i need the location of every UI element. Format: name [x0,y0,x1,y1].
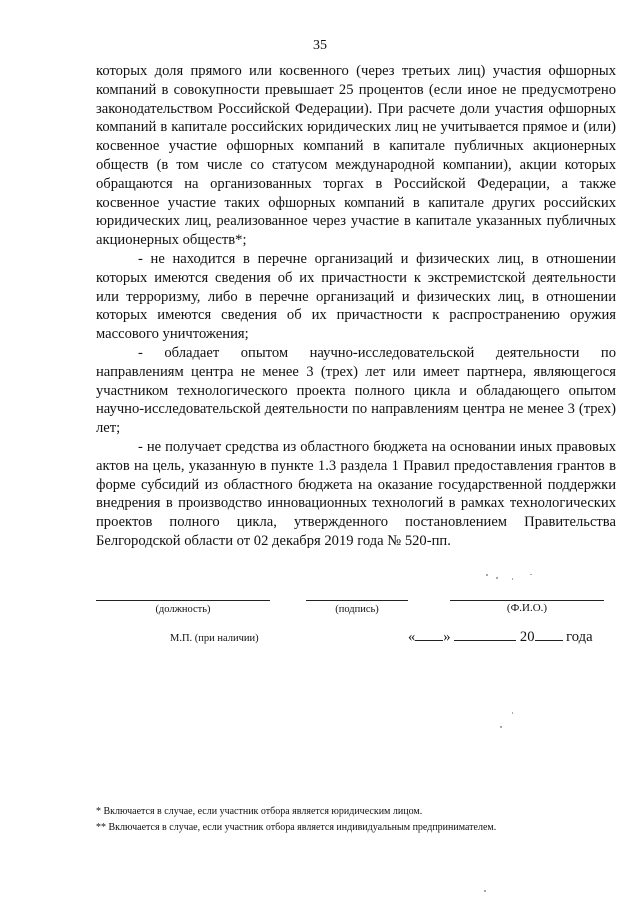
scan-speck [500,726,502,728]
paragraph-extremism: - не находится в перечне организаций и физических лиц, в отношении которых имеются сведения об их причастности к экстремистской деятельности или терроризму, либо в перечне организаций и физических лиц, в отношении которых имеются сведения об их причастности к распространению оружия массового уничтожения; [96,250,616,343]
scan-speck [512,578,513,580]
year-suffix: года [566,629,593,645]
page-number: 35 [313,38,327,53]
scan-speck [512,712,513,714]
year-prefix: 20 [519,629,535,645]
year-blank [535,628,563,641]
position-caption: (должность) [155,604,211,615]
day-blank [415,628,443,641]
date-line [408,628,593,646]
footnote-entrepreneur: ** Включается в случае, если участник отбора является индивидуальным предпринимателем. [96,822,497,833]
month-blank [454,628,516,641]
stamp-label: М.П. (при наличии) [170,633,259,644]
date-close-quote: » [443,629,451,645]
paragraph-offshore: которых доля прямого или косвенного (через третьих лиц) участия офшорных компаний в совокупности превышает 25 процентов (если иное не предусмотрено законодательством Российской Федерации). При расчете доли участия офшорных компаний в капитале российских юридических лиц не учитывается прямое и (или) косвенное участие офшорных компаний в капитале публичных акционерных обществ (в том числе со статусом международной компании), акции которых обращаются на организованных торгах в Российской Федерации, а также косвенное участие таких офшорных компаний в капитале других российских юридических лиц, реализованное через участие в капитале указанных публичных акционерных обществ*; [96,63,616,249]
date-open-quote: « [408,629,416,645]
scan-speck [496,577,498,579]
name-caption: (Ф.И.О.) [506,602,548,614]
position-line [96,600,270,601]
signature-line [306,600,408,601]
paragraph-budget: - не получает средства из областного бюджета на основании иных правовых актов на цель, указанную в пункте 1.3 раздела 1 Правил предоставления грантов в форме субсидий из областного бюджета на оказание государственной поддержки внедрения в производство инновационных технологий в рамках технологических проектов полного цикла, утвержденного постановлением Правительства Белгородской области от 02 декабря 2019 года № 520-пп. [96,438,616,549]
scan-speck [486,574,488,576]
footnote-legal-entity: * Включается в случае, если участник отбора является юридическим лицом. [96,806,423,817]
main-text [96,62,616,551]
paragraph-experience: - обладает опытом научно-исследовательской деятельности по направлениям центра не менее 3 (трех) лет или имеет партнера, являющегося участником технологического проекта полного цикла и обладающего опытом научно-исследовательской деятельности по направлениям центра не менее 3 (трех) лет; [96,344,616,437]
scan-speck [530,574,532,575]
signature-caption: (подпись) [335,604,379,615]
name-line [450,600,604,601]
scan-speck [484,890,486,892]
